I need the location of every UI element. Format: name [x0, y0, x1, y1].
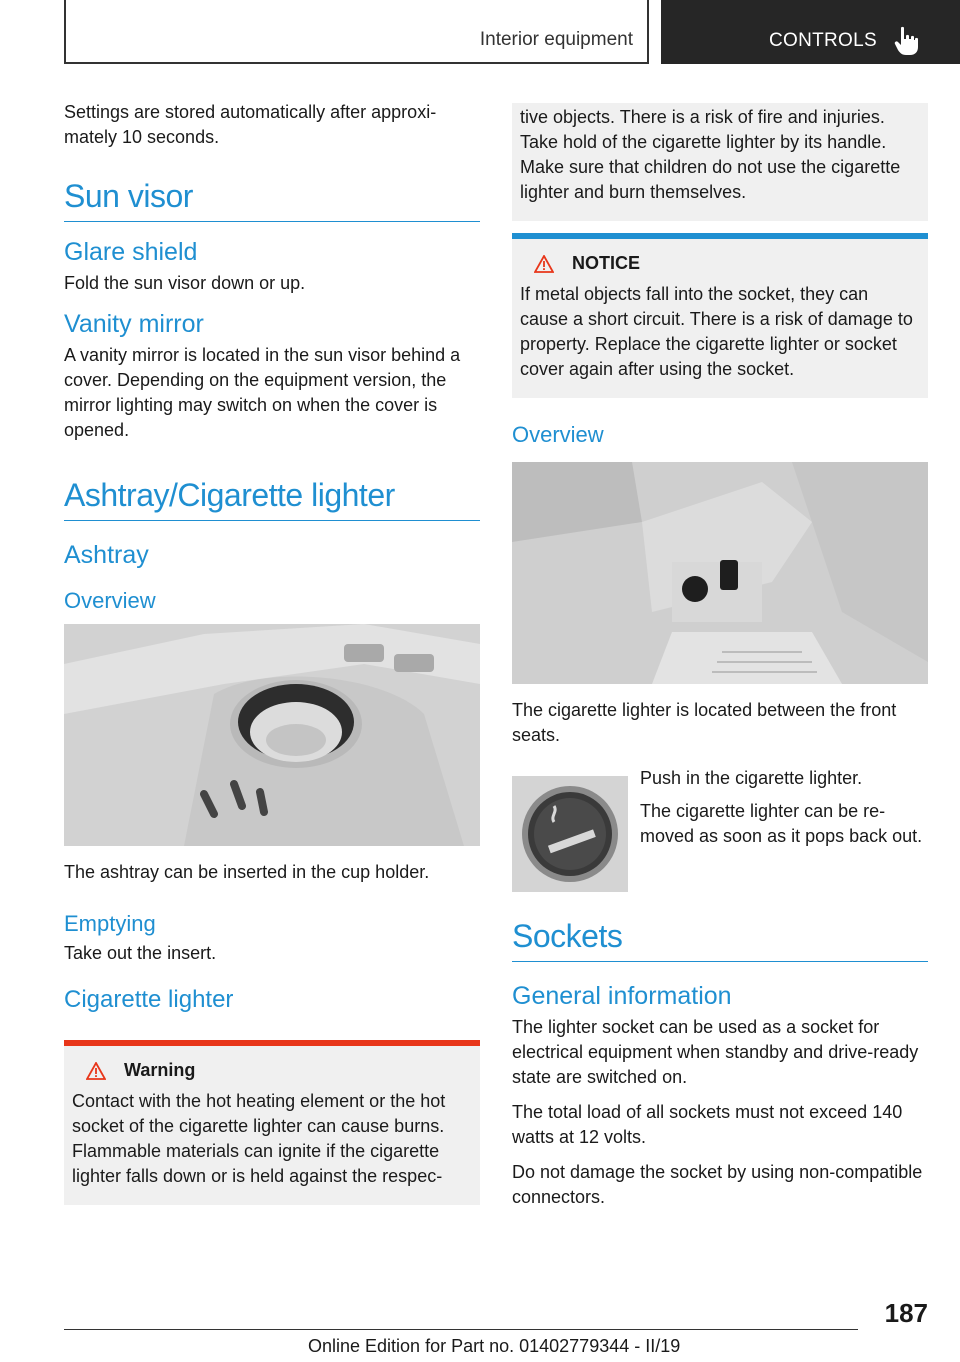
header-chapter-tab — [661, 0, 960, 64]
ashtray-illustration — [64, 624, 480, 846]
warning-triangle-icon — [86, 1062, 106, 1080]
cigarette-lighter-heading: Cigarette lighter — [64, 986, 234, 1013]
notice-text: If metal objects fall into the socket, they can cause a short circuit. There is a risk of damage to property. Replace the cigarette lighter or socket cover again after using the socket. — [520, 284, 913, 379]
pointing-hand-icon — [894, 26, 920, 56]
intro-text: Settings are stored automatically after approximately 10 seconds. — [64, 102, 437, 147]
ashtray-lighter-heading: Ashtray/Cigarette lighter — [64, 477, 480, 521]
center-console-illustration — [512, 462, 928, 684]
vanity-mirror-text: A vanity mirror is located in the sun visor behind a cover. Depending on the equipment version, the mirror lighting may switch on when the cover is opened. — [64, 345, 461, 440]
right-column — [512, 103, 928, 1220]
notice-label: NOTICE — [572, 253, 641, 273]
remove-lighter-text: The cigarette lighter can be removed as soon as it pops back out. — [640, 801, 923, 846]
vanity-mirror-heading: Vanity mirror — [64, 310, 204, 338]
ashtray-overview-heading: Overview — [64, 588, 156, 613]
footer-divider — [64, 1329, 858, 1330]
lighter-instructions — [640, 766, 928, 892]
page-number: 187 — [884, 1298, 928, 1328]
general-info-text-3: Do not damage the socket by using non-compatible connectors. — [512, 1162, 923, 1207]
lighter-overview-heading: Overview — [512, 422, 604, 447]
sun-visor-heading: Sun visor — [64, 178, 480, 222]
general-info-text-1: The lighter socket can be used as a socket for electrical equipment when standby and drive-ready state are switched on. — [512, 1017, 919, 1087]
lighter-location-image — [512, 462, 928, 684]
lighter-location-caption: The cigarette lighter is located between the front seats. — [512, 700, 897, 745]
footer-edition: Online Edition for Part no. 01402779344 - II/19 — [308, 1336, 681, 1356]
emptying-text: Take out the insert. — [64, 943, 217, 963]
cigarette-lighter-icon — [512, 776, 628, 892]
header-chapter-label: CONTROLS — [769, 30, 877, 51]
notice-header — [520, 253, 920, 274]
sockets-heading: Sockets — [512, 918, 928, 962]
warning-box-continued — [512, 103, 928, 221]
left-column — [64, 100, 480, 1205]
warning-continued-text: tive objects. There is a risk of fire and injuries. Take hold of the cigarette lighter by its handle. Make sure that children do not use the cigarette lighter and burn themselves. — [520, 107, 901, 202]
warning-box — [64, 1040, 480, 1205]
warning-label: Warning — [124, 1060, 196, 1080]
warning-text: Contact with the hot heating element or the hot socket of the cigarette lighter can cause burns. Flammable materials can ignite if the cigarette lighter falls down or is held against the respec- — [72, 1091, 446, 1186]
general-info-text-2: The total load of all sockets must not exceed 140 watts at 12 volts. — [512, 1102, 903, 1147]
notice-triangle-icon — [534, 255, 554, 273]
ashtray-caption: The ashtray can be inserted in the cup holder. — [64, 862, 430, 882]
glare-shield-heading: Glare shield — [64, 238, 198, 266]
emptying-heading: Emptying — [64, 911, 156, 936]
warning-header — [72, 1060, 472, 1081]
ashtray-heading: Ashtray — [64, 541, 149, 569]
lighter-instruction-row — [512, 766, 928, 892]
push-lighter-text: Push in the cigarette lighter. — [640, 768, 863, 788]
general-information-heading: General information — [512, 982, 732, 1010]
notice-box — [512, 233, 928, 398]
ashtray-cup-holder-image — [64, 624, 480, 846]
cigarette-lighter-button-image — [512, 776, 628, 892]
header-section-tab — [64, 0, 649, 64]
header-section-label: Interior equipment — [479, 29, 633, 50]
glare-shield-text: Fold the sun visor down or up. — [64, 273, 306, 293]
